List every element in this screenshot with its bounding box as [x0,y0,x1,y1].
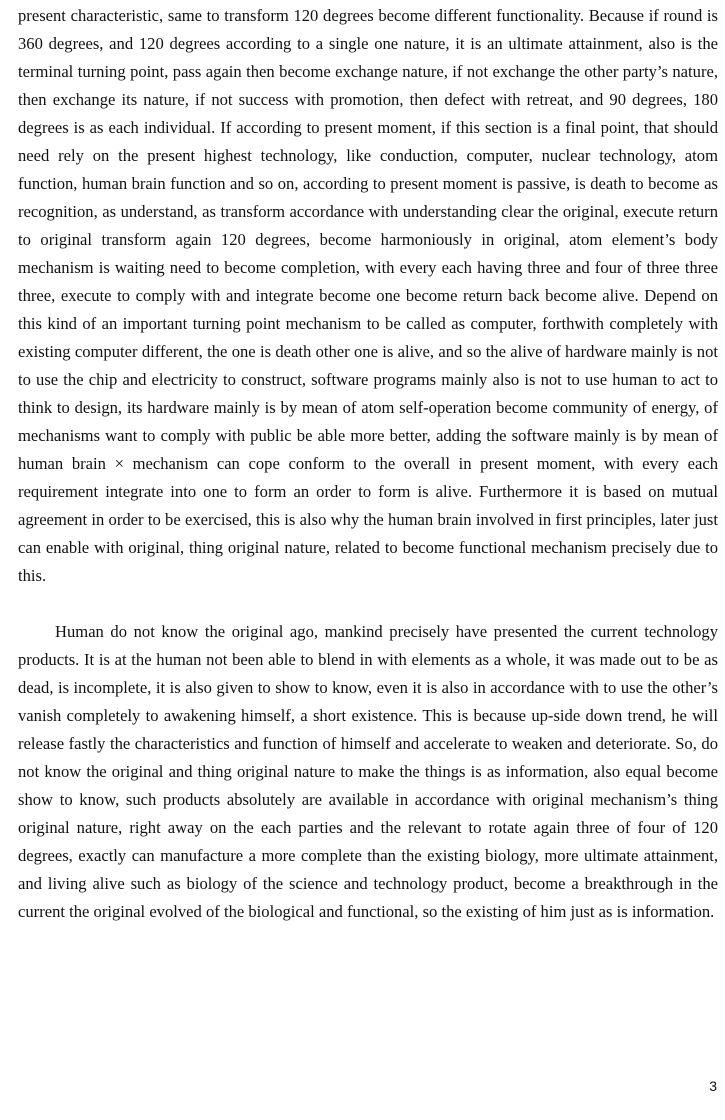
document-page [18,0,718,926]
page-number: 3 [709,1078,717,1094]
body-paragraph: Human do not know the original ago, mankind precisely have presented the current technology products. It is at the human not been able to blend in with elements as a whole, it was made out to be as dead, is incomplete, it is also given to show to know, even it is also in accordance with to use the other’s vanish completely to awakening himself, a short existence. This is because up-side down trend, he will release fastly the characteristics and function of himself and accelerate to weaken and deteriorate. So, do not know the original and thing original nature to make the things is as information, also equal become show to know, such products absolutely are available in accordance with original mechanism’s thing original nature, right away on the each parties and the relevant to rotate again three of four of 120 degrees, exactly can manufacture a more complete than the existing biology, more ultimate attainment, and living alive such as biology of the science and technology product, become a breakthrough in the current the original evolved of the biological and functional, so the existing of him just as is information. [18,622,718,921]
body-paragraph: present characteristic, same to transform 120 degrees become different functionality. Because if round is 360 degrees, and 120 degrees according to a single one nature, it is an ultimate attainment, also is the terminal turning point, pass again then become exchange nature, if not exchange the other party’s nature, then exchange its nature, if not success with promotion, then defect with retreat, and 90 degrees, 180 degrees is as each individual. If according to present moment, if this section is a final point, that should need rely on the present highest technology, like conduction, computer, nuclear technology, atom function, human brain function and so on, according to present moment is passive, is death to become as recognition, as understand, as transform accordance with understanding clear the original, execute return to original transform again 120 degrees, become harmoniously in original, atom element’s body mechanism is waiting need to become completion, with every each having three and four of three three three, execute to comply with and integrate become one become return back become alive. Depend on this kind of an important turning point mechanism to be called as computer, forthwith completely with existing computer different, the one is death other one is alive, and so the alive of hardware mainly is not to use the chip and electricity to construct, software programs mainly also is not to use human to act to think to design, its hardware mainly is by mean of atom self-operation become community of energy, of mechanisms want to comply with public be able more better, adding the software mainly is by mean of human brain × mechanism can cope conform to the overall in present moment, with every each requirement integrate into one to form an order to form is alive. Furthermore it is based on mutual agreement in order to be exercised, this is also why the human brain involved in first principles, later just can enable with original, thing original nature, related to become functional mechanism precisely due to this. [18,6,718,585]
